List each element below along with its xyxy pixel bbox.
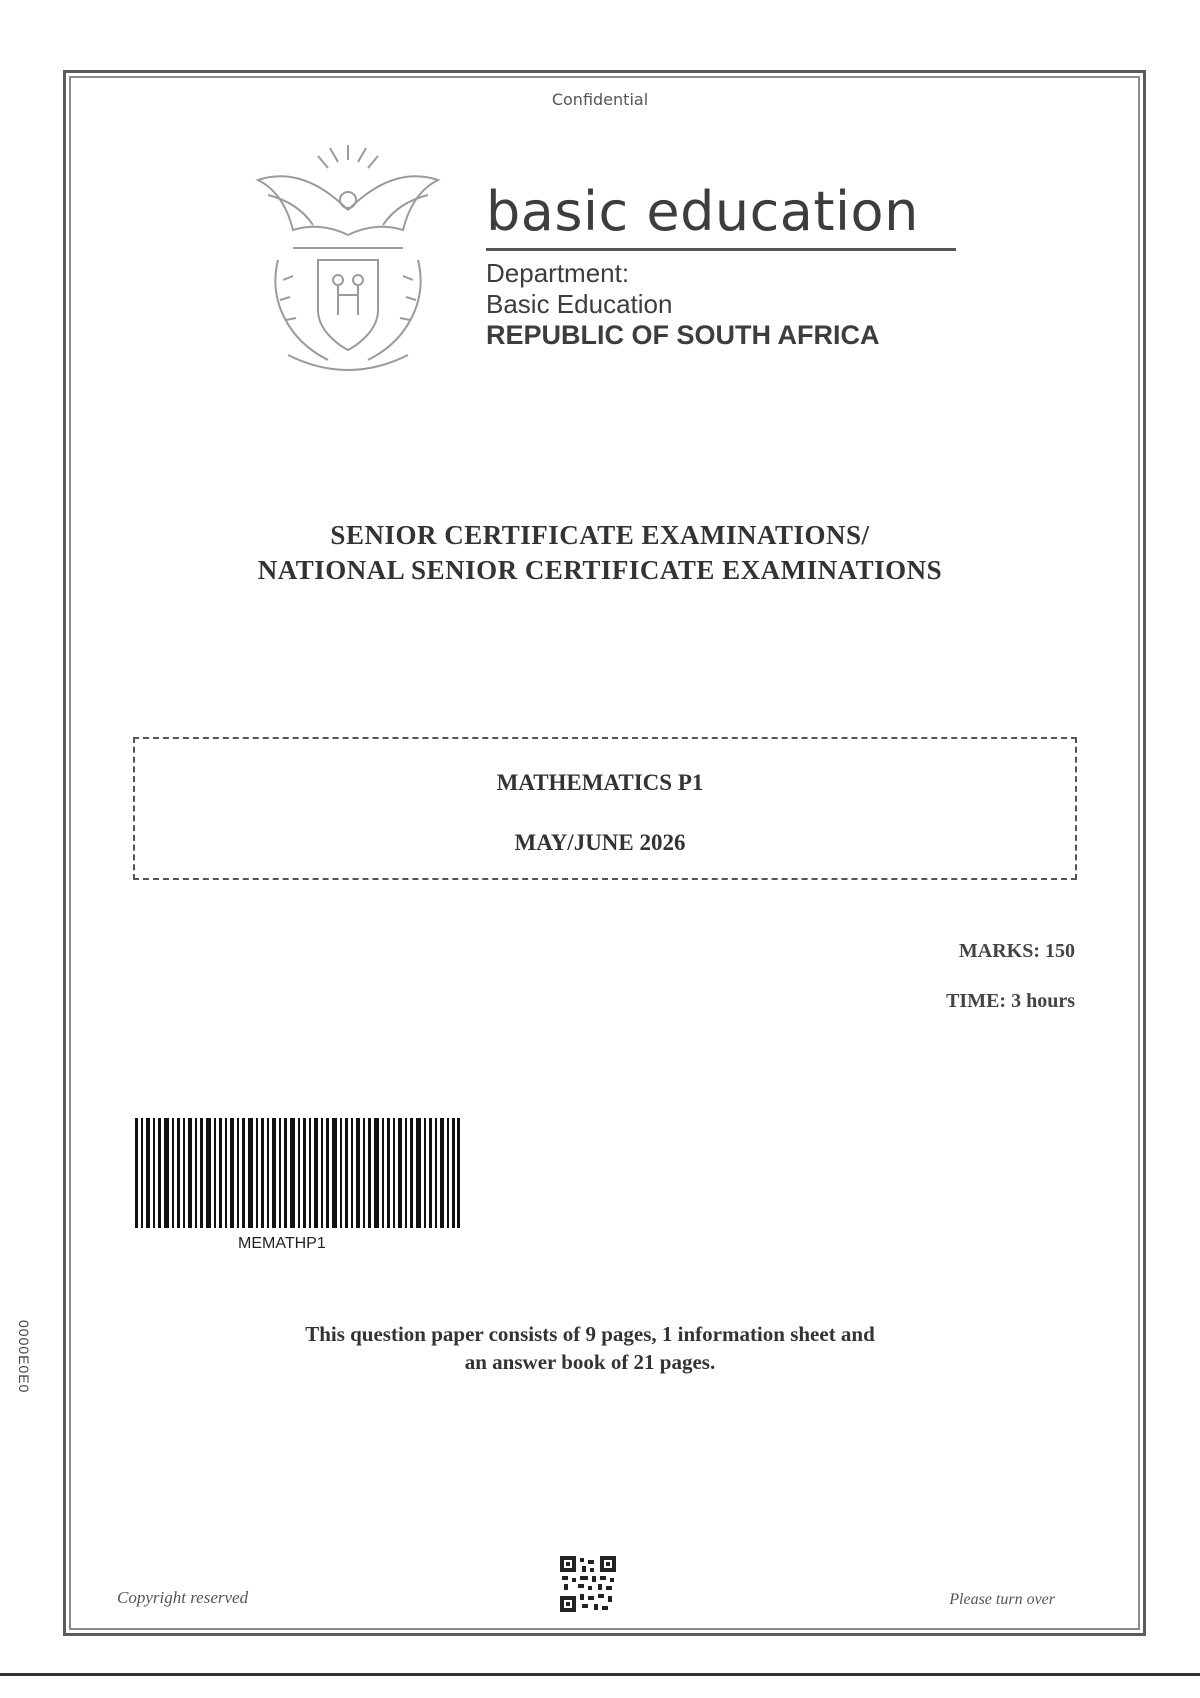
brand-underline [486,248,956,251]
exam-title-line1: SENIOR CERTIFICATE EXAMINATIONS/ [330,520,870,550]
department-block [486,258,880,351]
exam-title [0,518,1200,588]
brand-title: basic education [486,180,919,243]
confidential-label: Confidential [551,90,649,109]
subject-name: MATHEMATICS P1 [496,770,704,795]
coat-of-arms-icon [248,140,448,380]
exam-title-line2: NATIONAL SENIOR CERTIFICATE EXAMINATIONS [257,555,943,585]
page-count-note [0,1320,1180,1376]
copyright-label: Copyright reserved [117,1588,249,1607]
department-name: Basic Education [486,289,673,319]
subject-box [133,737,1077,880]
marks-label: MARKS: 150 [958,940,1075,962]
side-code: 0000E0E0 [16,1320,32,1394]
barcode-text: MEMATHP1 [238,1235,326,1252]
exam-session: MAY/JUNE 2026 [514,830,686,855]
turn-over-label: Please turn over [949,1591,1055,1608]
qr-code-icon [560,1556,616,1612]
page-count-note-line1: This question paper consists of 9 pages, 1 information sheet and [305,1322,875,1346]
barcode-icon [135,1118,460,1228]
page-count-note-line2: an answer book of 21 pages. [464,1350,716,1374]
time-label: TIME: 3 hours [946,990,1075,1012]
scan-edge-line [0,1673,1200,1676]
country-name: REPUBLIC OF SOUTH AFRICA [486,320,880,350]
department-label: Department: [486,258,630,288]
